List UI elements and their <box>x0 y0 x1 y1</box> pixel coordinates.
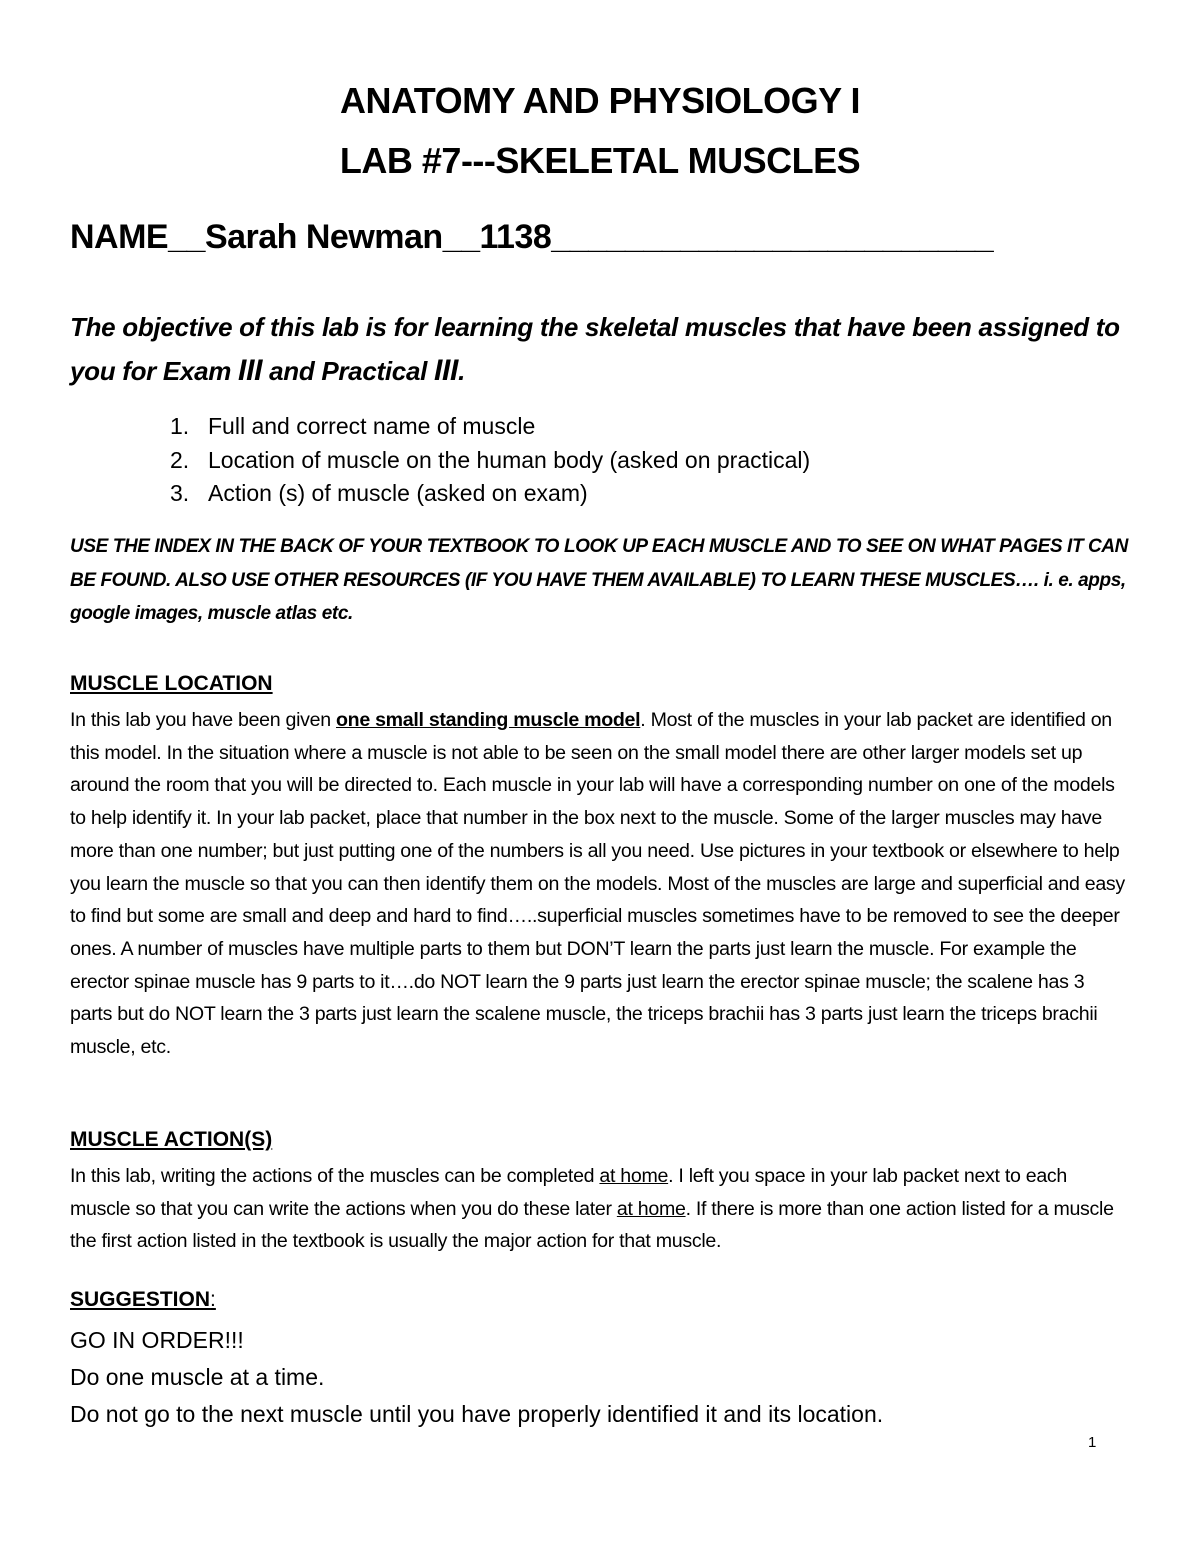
lab-title: LAB #7---SKELETAL MUSCLES <box>339 140 861 181</box>
suggestion-line: Do one muscle at a time. <box>70 1364 325 1390</box>
document-title: ANATOMY AND PHYSIOLOGY I <box>339 80 861 121</box>
muscle-location-paragraph: In this lab you have been given one small standing muscle model. Most of the muscles in your lab packet are identified on this model. In the situation where a muscle is not able to be seen on the small model there are other larger models set up around the room that you will be directed to. Each muscle in your lab will have a corresponding number on one of the models to help identify it. In your lab packet, place that number in the box next to the muscle. Some of the larger muscles may have more than one number; but just putting one of the numbers is all you need. Use pictures in your textbook or elsewhere to help you learn the muscle so that you can then identify them on the models. Most of the muscles are large and superficial and easy to find but some are small and deep and hard to find…..superficial muscles sometimes have to be removed to see the deeper ones. A number of muscles have multiple parts to them but DON’T learn the parts just learn the muscle. For example the erector spinae muscle has 9 parts to it….do NOT learn the 9 parts just learn the erector spinae muscle; the scalene has 3 parts but do NOT learn the 3 parts just learn the scalene muscle, the triceps brachii has 3 parts just learn the triceps brachii muscle, etc. <box>70 709 1125 1059</box>
list-item: 3. Action (s) of muscle (asked on exam) <box>170 480 588 506</box>
name-value: Sarah Newman__1138 <box>204 218 552 256</box>
muscle-action-paragraph: In this lab, writing the actions of the muscles can be completed at home. I left you space in your lab packet next to each muscle so that you can write the actions when you do these later at home. If there is more than one action listed for a muscle the first action listed in the textbook is usually the major action for that muscle. <box>70 1165 1114 1253</box>
name-label: NAME__ <box>70 218 205 256</box>
name-blank-line: ________________________ <box>551 218 994 256</box>
muscle-location-heading: MUSCLE LOCATION <box>70 672 273 695</box>
suggestion-list <box>70 1322 883 1433</box>
suggestion-line: Do not go to the next muscle until you have properly identified it and its location. <box>70 1401 884 1427</box>
name-field <box>70 218 993 257</box>
page-number: 1 <box>1088 1434 1097 1451</box>
muscle-action-heading: MUSCLE ACTION(S) <box>70 1128 273 1151</box>
list-item: 1. Full and correct name of muscle <box>170 413 536 439</box>
list-item: 2. Location of muscle on the human body (asked on practical) <box>170 446 811 473</box>
muscle-model-emphasis: one small standing muscle model <box>336 709 641 731</box>
index-instructions: USE THE INDEX IN THE BACK OF YOUR TEXTBOOK TO LOOK UP EACH MUSCLE AND TO SEE ON WHAT PAGES IT CAN BE FOUND. ALSO USE OTHER RESOURCES (IF YOU HAVE THEM AVAILABLE) TO LEARN THESE MUSCLES…. i. e. apps, google images, muscle atlas etc. <box>70 536 1128 624</box>
suggestion-heading: SUGGESTION: <box>70 1288 216 1311</box>
objectives-list <box>170 410 810 511</box>
objective-statement: The objective of this lab is for learning the skeletal muscles that have been assigned to you for Exam III and Practical III. <box>70 312 1120 387</box>
suggestion-line: GO IN ORDER!!! <box>70 1327 244 1353</box>
